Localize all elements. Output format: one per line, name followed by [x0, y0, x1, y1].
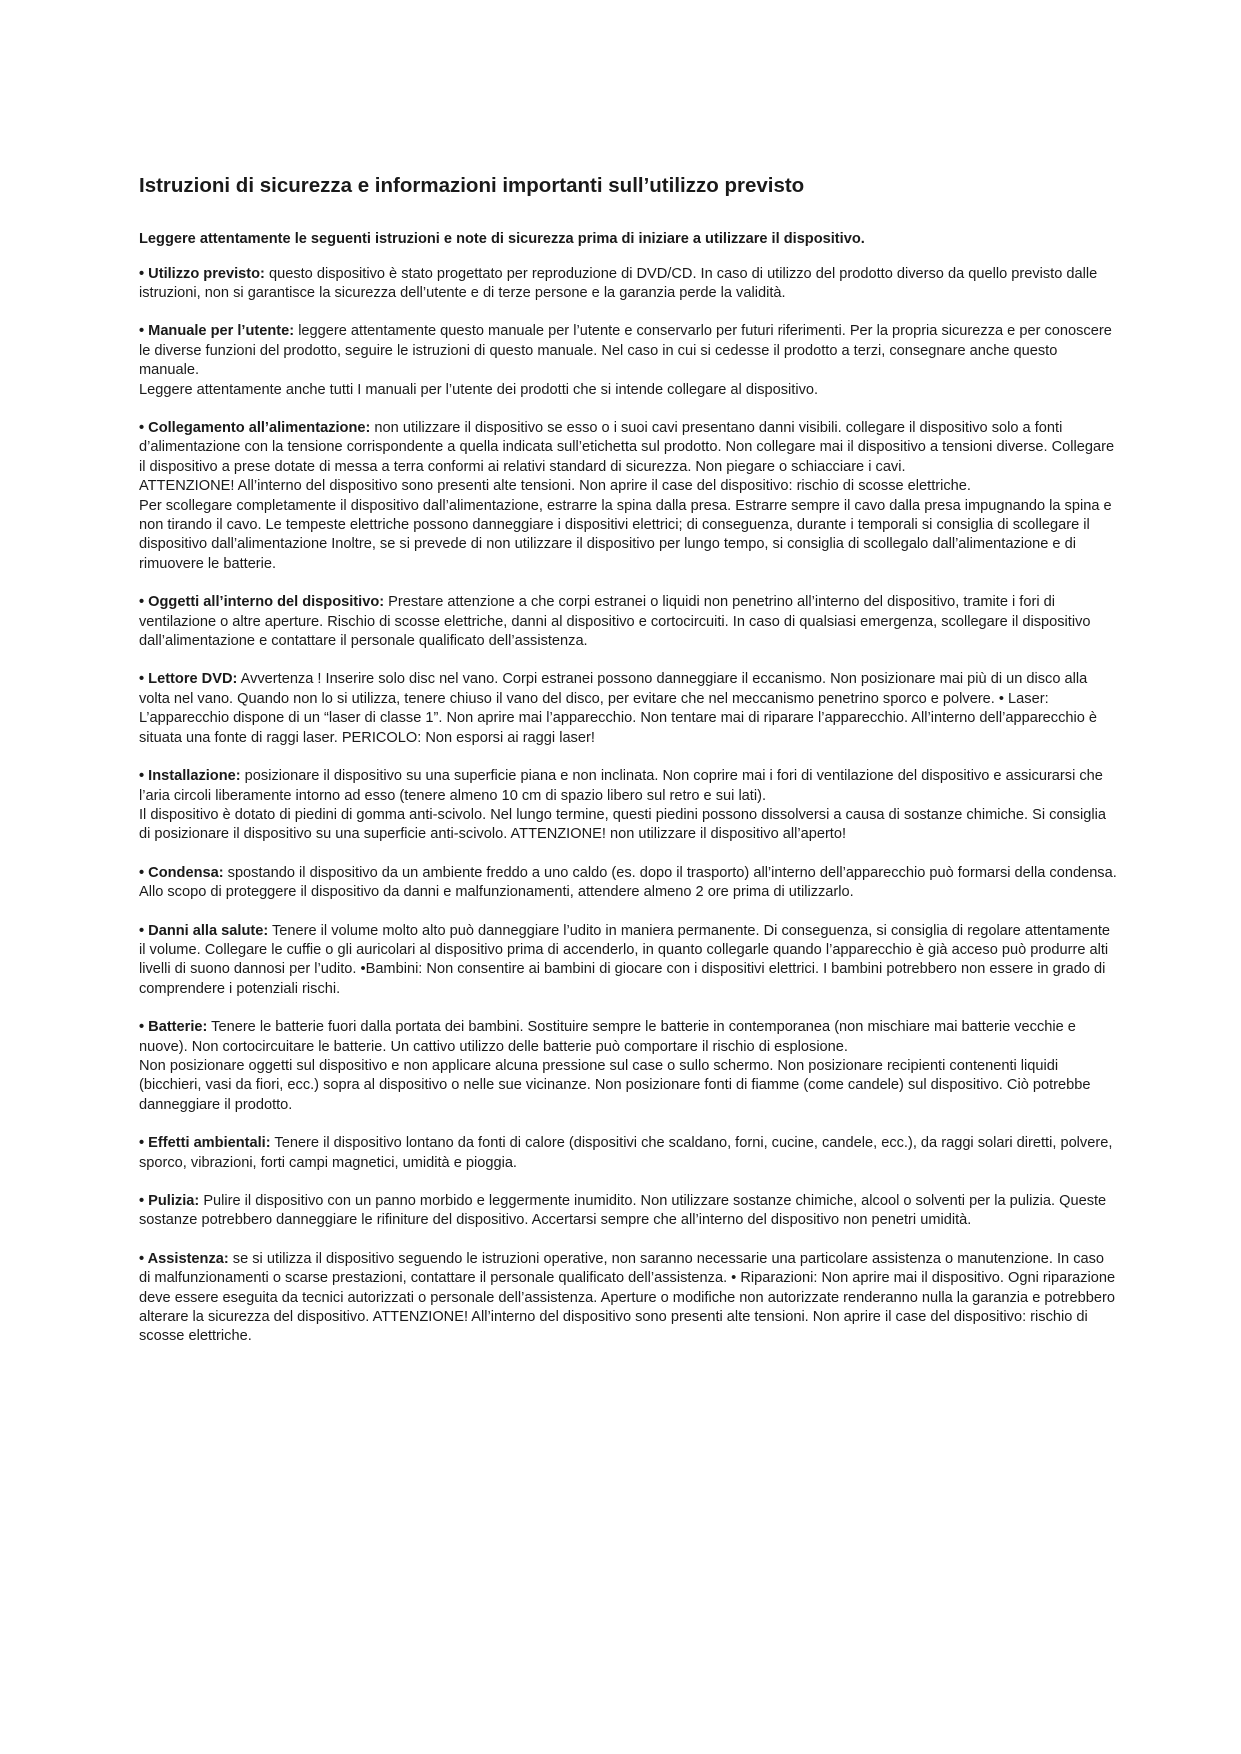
section-text: Tenere il volume molto alto può danneggiare l’udito in maniera permanente. Di conseguenza, si consiglia di regolare attentamente il volume. Collegare le cuffie o gli auricolari al dispositivo prima di accenderlo, in quanto collegarle quando l’apparecchio è già acceso può produrre alti livelli di suono dannosi per l’udito. •Bambini: Non consentire ai bambini di giocare con i dispositivi elettrici. I bambini potrebbero non essere in grado di comprendere i potenziali rischi. [139, 922, 1111, 997]
section-text: spostando il dispositivo da un ambiente freddo a uno caldo (es. dopo il trasporto) all’interno dell’apparecchio può formarsi della condensa. Allo scopo di proteggere il dispositivo da danni e malfunzionamenti, attendere almeno 2 ore prima di utilizzarlo. [139, 864, 1117, 901]
section-text: posizionare il dispositivo su una superficie piana e non inclinata. Non coprire mai i fori di ventilazione del dispositivo e assicurarsi che l’aria circoli liberamente intorno ad esso (tenere almeno 10 cm di spazio libero sul retro e sui lati). [139, 768, 1103, 804]
section-text: ATTENZIONE! All’interno del dispositivo sono presenti alte tensioni. Non aprire il case del dispositivo: rischio di scosse elettriche. [139, 478, 971, 495]
section-oggetti-interno [139, 593, 1119, 651]
section-batterie [139, 1018, 1119, 1115]
section-lettore-dvd [139, 670, 1119, 748]
section-effetti-ambientali [139, 1134, 1119, 1173]
section-utilizzo-previsto [139, 265, 1119, 304]
section-text: Tenere le batterie fuori dalla portata dei bambini. Sostituire sempre le batterie in contemporanea (non mischiare mai batterie vecchie e nuove). Non cortocircuitare le batterie. Un cattivo utilizzo delle batterie può comportare il rischio di esplosione. [139, 1019, 1076, 1055]
document-page [139, 174, 1119, 1366]
page-title: Istruzioni di sicurezza e informazioni importanti sull’utilizzo previsto [139, 174, 805, 197]
section-label: • Installazione: [139, 768, 241, 785]
section-text: Non posizionare oggetti sul dispositivo e non applicare alcuna pressione sul case o sullo schermo. Non posizionare recipienti contenenti liquidi (bicchieri, vasi da fiori, ecc.) sopra al dispositivo o nelle sue vicinanze. Non posizionare fonti di fiamme (come candele) sul dispositivo. Ciò potrebbe danneggiare il prodotto. [139, 1057, 1091, 1113]
section-text: Tenere il dispositivo lontano da fonti di calore (dispositivi che scaldano, forni, cucine, candele, ecc.), da raggi solari diretti, polvere, sporco, vibrazioni, forti campi magnetici, umidità e pioggia. [139, 1135, 1113, 1171]
section-label: • Effetti ambientali: [139, 1135, 271, 1152]
section-manuale-utente [139, 322, 1119, 400]
section-label: • Oggetti all’interno del dispositivo: [139, 594, 385, 611]
section-text: leggere attentamente questo manuale per l’utente e conservarlo per futuri riferimenti. Per la propria sicurezza e per conoscere le diverse funzioni del prodotto, seguire le istruzioni di questo manuale. Nel caso in cui si cedesse il prodotto a terzi, consegnare anche questo manuale. [139, 323, 1112, 379]
section-label: • Lettore DVD: [139, 671, 238, 688]
section-label: • Manuale per l’utente: [139, 323, 295, 340]
section-text: Prestare attenzione a che corpi estranei o liquidi non penetrino all’interno del dispositivo, tramite i fori di ventilazione o altre aperture. Rischio di scosse elettriche, danni al dispositivo e cortocircuiti. In caso di qualsiasi emergenza, scollegare il dispositivo dall’alimentazione e contattare il personale qualificato dell’assistenza. [139, 594, 1091, 650]
section-text: Per scollegare completamente il dispositivo dall’alimentazione, estrarre la spina dalla presa. Estrarre sempre il cavo dalla presa impugnando la spina e non tirando il cavo. Le tempeste elettriche possono danneggiare i dispositivi elettrici; di conseguenza, durante i temporali si consiglia di scollegare il dispositivo dall’alimentazione Inoltre, se si prevede di non utilizzare il dispositivo per lungo tempo, si consiglia di scollegalo dall’alimentazione e di rimuovere le batterie. [139, 497, 1112, 572]
section-label: • Condensa: [139, 864, 224, 881]
section-text: questo dispositivo è stato progettato per reproduzione di DVD/CD. In caso di utilizzo del prodotto diverso da quello previsto dalle istruzioni, non si garantisce la sicurezza dell’utente e di terze persone e la garanzia perde la validità. [139, 265, 1098, 301]
section-collegamento-alimentazione [139, 419, 1119, 574]
section-text: Pulire il dispositivo con un panno morbido e leggermente inumidito. Non utilizzare sostanze chimiche, alcool o solventi per la pulizia. Queste sostanze potrebbero danneggiare le rifiniture del dispositivo. Accertarsi sempre che all’interno del dispositivo non penetri umidità. [139, 1193, 1107, 1229]
section-text: se si utilizza il dispositivo seguendo le istruzioni operative, non saranno necessarie una particolare assistenza o manutenzione. In caso di malfunzionamenti o scarse prestazioni, contattare il personale qualificato dell’assistenza. • Riparazioni: Non aprire mai il dispositivo. Ogni riparazione deve essere eseguita da tecnici autorizzati o personale dell’assistenza. Aperture o modifiche non autorizzate renderanno nulla la garanzia e potrebbero alterare la sicurezza del dispositivo. ATTENZIONE! All’interno del dispositivo sono presenti alte tensioni. Non aprire il case del dispositivo: rischio di scosse elettriche. [139, 1250, 1116, 1345]
intro-text: Leggere attentamente le seguenti istruzioni e note di sicurezza prima di iniziare a utilizzare il dispositivo. [139, 230, 865, 247]
section-condensa [139, 864, 1119, 903]
section-text: Leggere attentamente anche tutti I manuali per l’utente dei prodotti che si intende collegare al dispositivo. [139, 381, 819, 398]
section-danni-salute [139, 922, 1119, 1000]
section-text: Il dispositivo è dotato di piedini di gomma anti-scivolo. Nel lungo termine, questi piedini possono dissolversi a causa di sostanze chimiche. Si consiglia di posizionare il dispositivo su una superficie anti-scivolo. ATTENZIONE! non utilizzare il dispositivo all’aperto! [139, 806, 1106, 843]
section-label: • Pulizia: [139, 1193, 200, 1209]
section-assistenza [139, 1250, 1119, 1347]
section-text: Avvertenza ! Inserire solo disc nel vano. Corpi estranei possono danneggiare il eccanismo. Non posizionare mai più di un disco alla volta nel vano. Quando non lo si utilizza, tenere chiuso il vano del disco, per evitare che nel meccanismo penetrino sporco e polvere. • Laser: L’apparecchio dispone di un “laser di classe 1”. Non aprire mai l’apparecchio. Non tentare mai di riparare l’apparecchio. All’interno dell’apparecchio è situata una fonte di raggi laser. PERICOLO: Non esporsi ai raggi laser! [139, 671, 1098, 746]
section-label: • Batterie: [139, 1019, 208, 1036]
section-installazione [139, 767, 1119, 845]
section-label: • Collegamento all’alimentazione: [139, 420, 371, 436]
section-text: non utilizzare il dispositivo se esso o i suoi cavi presentano danni visibili. collegare il dispositivo solo a fonti d’alimentazione con la tensione corrispondente a quella indicata sull’etichetta sul prodotto. Non collegare mai il dispositivo a tensioni diverse. Collegare il dispositivo a prese dotate di messa a terra conformi ai relativi standard di sicurezza. Non piegare o schiacciare i cavi. [139, 420, 1115, 475]
section-label: • Assistenza: [139, 1250, 229, 1267]
section-pulizia [139, 1192, 1119, 1231]
section-label: • Utilizzo previsto: [139, 265, 265, 282]
section-label: • Danni alla salute: [139, 922, 269, 939]
